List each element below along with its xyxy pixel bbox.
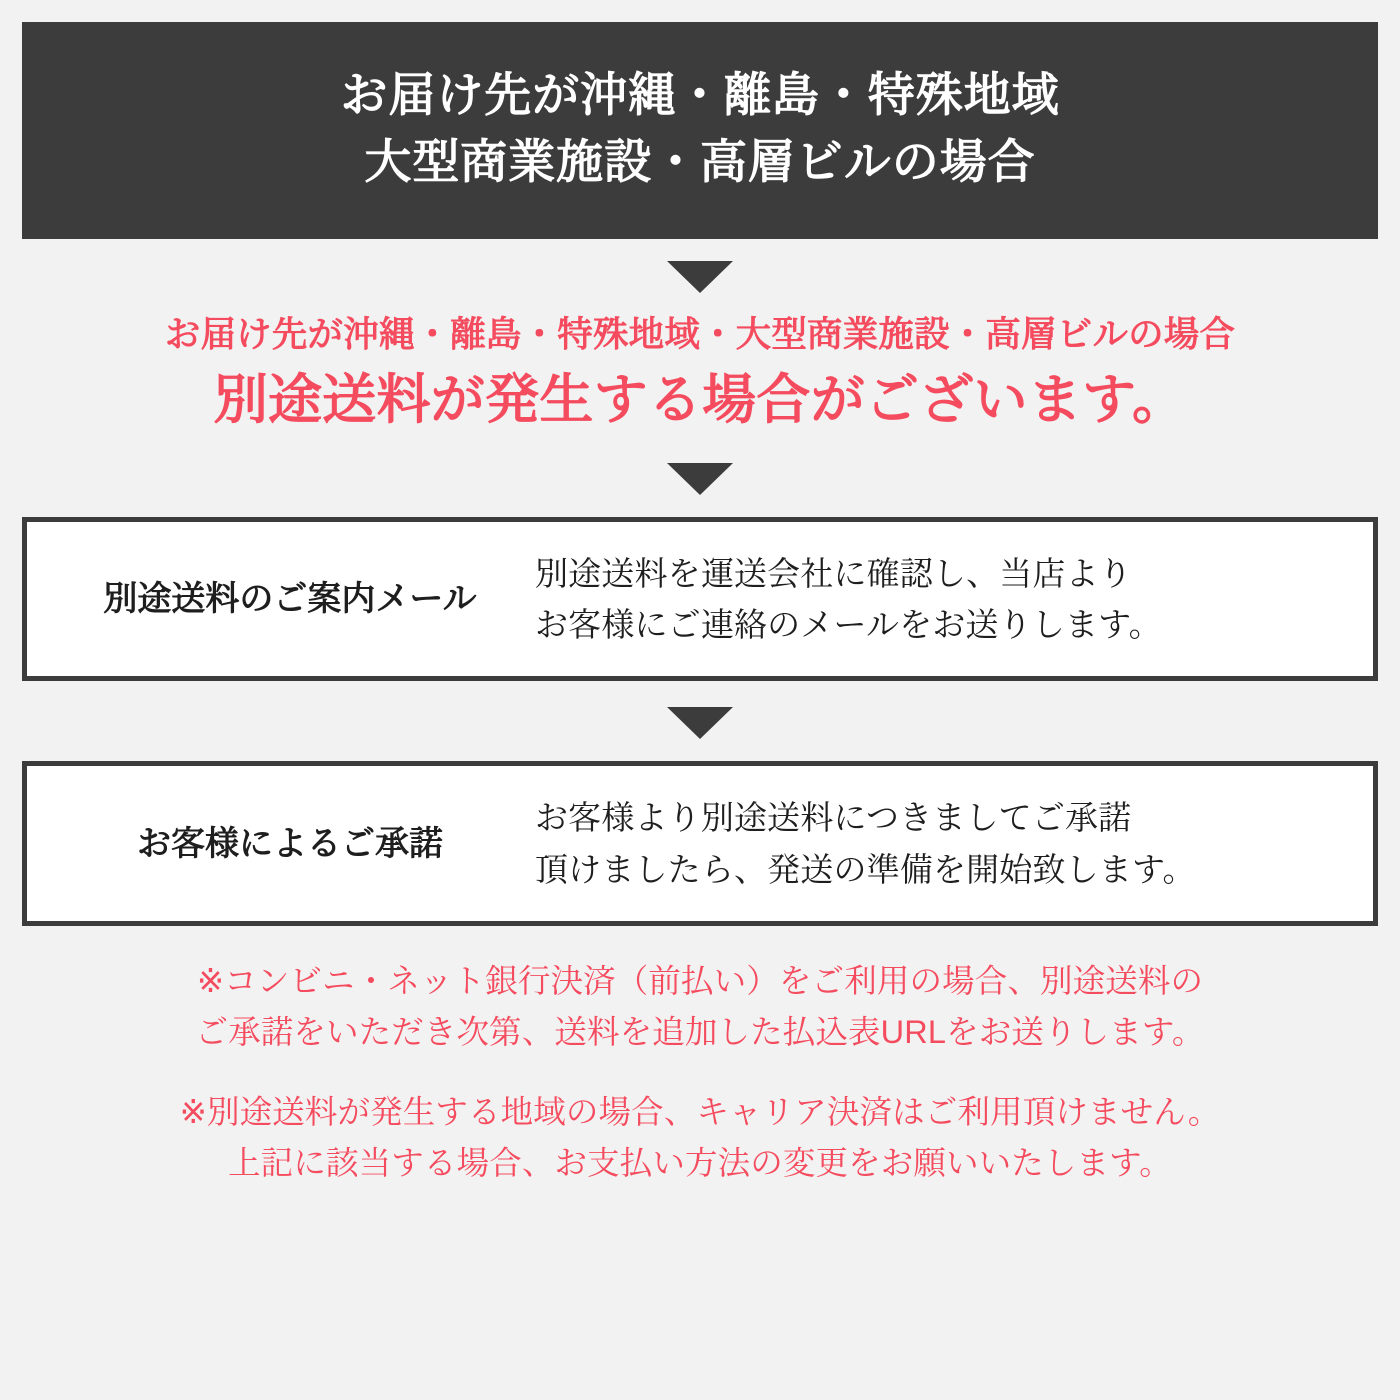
step-desc-line-2: 頂けましたら、発送の準備を開始致します。 xyxy=(535,850,1196,888)
header-title-line-2: 大型商業施設・高層ビルの場合 xyxy=(364,134,1036,188)
step-box-customer-approval xyxy=(22,761,1378,926)
emphasis-block xyxy=(22,311,1378,436)
arrow-down-icon-3 xyxy=(667,707,733,739)
emphasis-line-1: お届け先が沖縄・離島・特殊地域・大型商業施設・高層ビルの場合 xyxy=(164,314,1236,355)
arrow-down-icon-1 xyxy=(667,261,733,293)
step-desc-line-2: お客様にご連絡のメールをお送りします。 xyxy=(535,605,1162,643)
step-desc-line-1: 別途送料を運送会社に確認し、当店より xyxy=(535,554,1132,592)
header-banner xyxy=(22,22,1378,239)
note-line-1: ※コンビニ・ネット銀行決済（前払い）をご利用の場合、別途送料の xyxy=(196,963,1204,1000)
note-line-2: ご承諾をいただき次第、送料を追加した払込表URLをお送りします。 xyxy=(195,1013,1205,1050)
emphasis-line-2: 別途送料が発生する場合がございます。 xyxy=(213,369,1187,430)
step-description-customer-approval xyxy=(535,792,1355,895)
header-title-line-1: お届け先が沖縄・離島・特殊地域 xyxy=(340,68,1060,121)
step-description-email-notice xyxy=(535,548,1355,651)
step-title-email-notice: 別途送料のご案内メール xyxy=(103,579,477,618)
step-box-email-notice xyxy=(22,517,1378,682)
arrow-down-icon-2 xyxy=(667,463,733,495)
note-line-1: ※別途送料が発生する地域の場合、キャリア決済はご利用頂けません。 xyxy=(179,1094,1221,1131)
step-desc-line-1: お客様より別途送料につきましてご承諾 xyxy=(535,799,1132,837)
note-line-2: 上記に該当する場合、お支払い方法の変更をお願いいたします。 xyxy=(228,1144,1172,1181)
step-title-customer-approval: お客様によるご承諾 xyxy=(137,824,443,863)
note-carrier-payment xyxy=(22,1087,1378,1188)
footer-notes xyxy=(22,956,1378,1188)
note-prepaid-payment xyxy=(22,956,1378,1057)
